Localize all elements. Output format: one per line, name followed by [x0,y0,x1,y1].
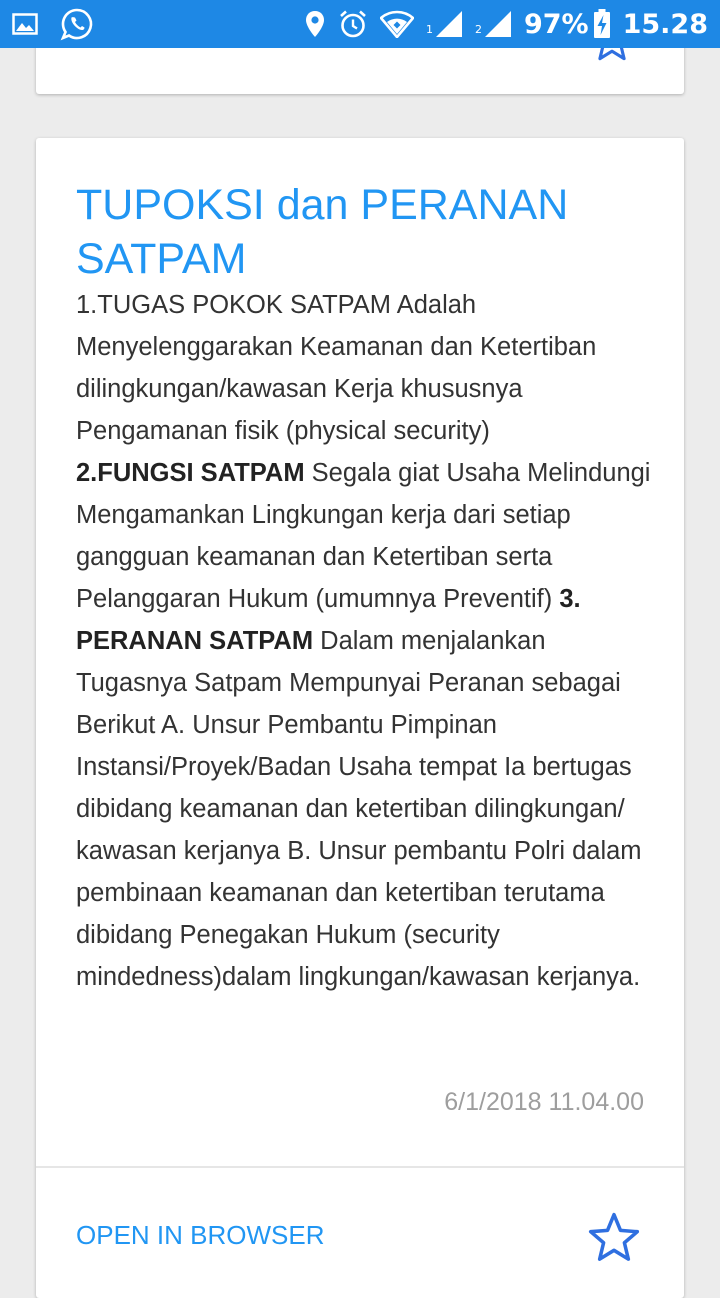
body-paragraph-2: Segala giat Usaha Melindungi Mengamankan Lingkungan kerja dari setiap gangguan keamanan dan Ketertiban serta Pelanggaran Hukum (umumnya Preventif) [76,459,651,613]
gallery-icon [12,12,38,36]
sim2-label: 2 [474,23,482,36]
alarm-icon [338,9,368,39]
body-heading-2: 2.FUNGSI SATPAM [76,459,305,487]
body-heading-3: 3. PERANAN SATPAM [76,585,581,655]
article-card [36,138,684,1298]
wifi-icon [380,10,414,38]
clock: 15.28 [622,8,708,40]
open-in-browser-button[interactable]: OPEN IN BROWSER [76,1220,325,1250]
battery-charging-icon [593,9,611,39]
card-divider [36,1166,684,1168]
battery-percent: 97% [523,8,589,40]
article-date: 6/1/2018 11.04.00 [444,1088,644,1116]
body-paragraph-1: 1.TUGAS POKOK SATPAM Adalah Menyelenggarakan Keamanan dan Ketertiban dilingkungan/kawasan Kerja khususnya Pengamanan fisik (physical security) [76,291,597,445]
location-icon [304,10,326,38]
status-bar [0,0,720,48]
article-body [76,284,656,998]
signal-sim2-icon [475,10,512,38]
article-title[interactable]: TUPOKSI dan PERANAN SATPAM [76,181,569,283]
body-paragraph-3: Dalam menjalankan Tugasnya Satpam Mempunyai Peranan sebagai Berikut A. Unsur Pembantu Pimpinan Instansi/Proyek/Badan Usaha tempat Ia bertugas dibidang keamanan dan ketertiban dilingkungan/ kawasan kerjanya B. Unsur pembantu Polri dalam pembinaan keamanan dan ketertiban terutama dibidang Penegakan Hukum (security mindedness)dalam lingkungan/kawasan kerjanya. [76,627,642,991]
star-outline-icon[interactable] [588,1212,640,1267]
sim1-label: 1 [425,23,433,36]
whatsapp-icon [60,7,94,41]
signal-sim1-icon [426,10,463,38]
